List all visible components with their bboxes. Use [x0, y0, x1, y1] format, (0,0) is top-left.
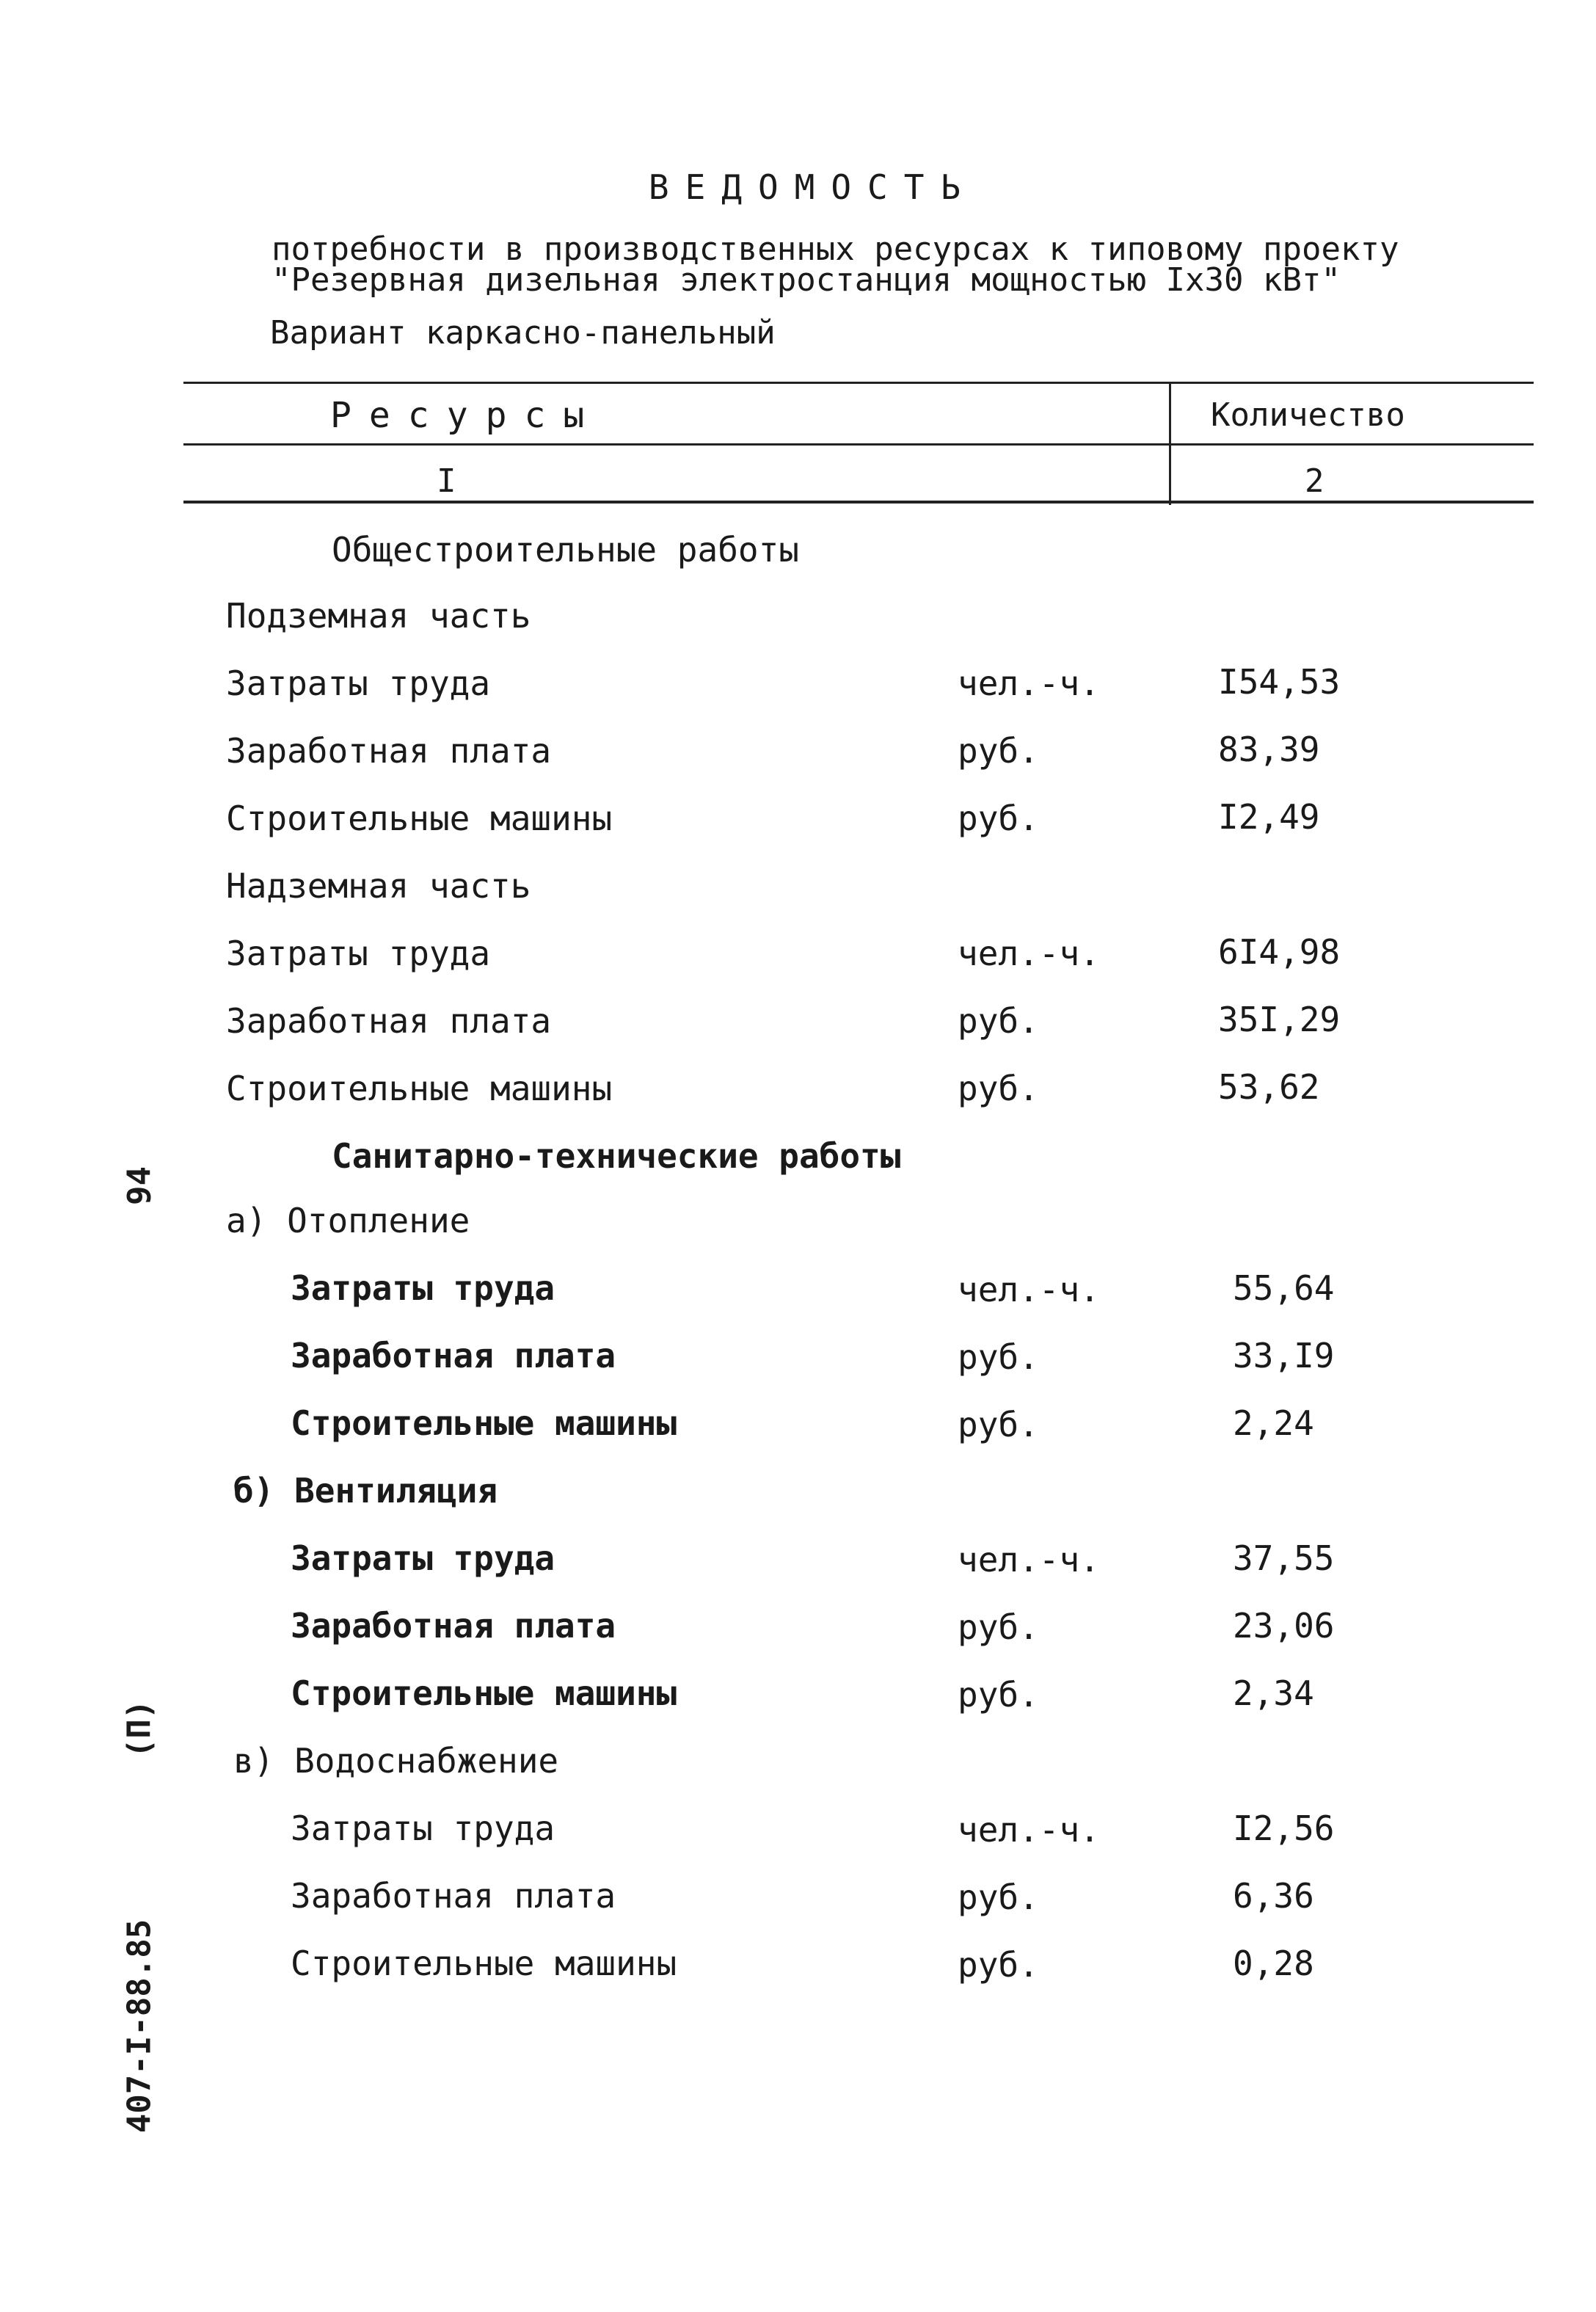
row-label: Строительные машины: [291, 1944, 677, 1983]
row-label: Затраты труда: [291, 1268, 555, 1308]
row-label: Затраты труда: [291, 1538, 555, 1578]
row-unit: руб.: [958, 1069, 1039, 1108]
row-value: 55,64: [1233, 1268, 1335, 1308]
row-value: 37,55: [1233, 1538, 1335, 1578]
row-label: Заработная плата: [291, 1336, 616, 1375]
row-unit: чел.-ч.: [958, 1270, 1100, 1309]
row-value: 2,24: [1233, 1403, 1314, 1443]
row-label: Заработная плата: [291, 1606, 616, 1646]
row-unit: руб.: [958, 799, 1039, 838]
row-label: Заработная плата: [226, 1001, 552, 1041]
row-unit: руб.: [958, 1675, 1039, 1715]
row-label: Строительные машины: [226, 1069, 613, 1108]
row-unit: чел.-ч.: [958, 934, 1100, 973]
column-header-quantity: Количество: [1211, 396, 1405, 434]
column-number-2: 2: [1305, 462, 1324, 500]
table-column-divider: [1169, 382, 1171, 505]
row-label: Затраты труда: [291, 1808, 555, 1848]
section-underground: Подземная часть: [226, 596, 531, 636]
row-unit: чел.-ч.: [958, 1540, 1100, 1579]
row-unit: руб.: [958, 1001, 1039, 1041]
row-label: Строительные машины: [226, 799, 613, 838]
document-title: ВЕДОМОСТЬ: [648, 167, 977, 207]
row-label: Строительные машины: [291, 1403, 677, 1443]
row-unit: руб.: [958, 731, 1039, 771]
row-value: 23,06: [1233, 1606, 1335, 1646]
section-sanitary-works: Санитарно-технические работы: [332, 1136, 901, 1176]
section-ventilation: б) Вентиляция: [233, 1471, 498, 1511]
row-value: 35I,29: [1218, 1000, 1341, 1039]
row-label: Заработная плата: [291, 1876, 616, 1916]
section-water-supply: в) Водоснабжение: [233, 1741, 559, 1781]
row-unit: руб.: [958, 1877, 1039, 1917]
section-heating: а) Отопление: [226, 1201, 470, 1240]
document-subtitle-line2: "Резервная дизельная электростанция мощностью Iх30 кВт": [272, 261, 1341, 299]
row-label: Затраты труда: [226, 934, 491, 973]
row-value: 53,62: [1218, 1067, 1320, 1107]
document-subtitle-line1: потребности в производственных ресурсах к типовому проекту: [272, 230, 1399, 268]
table-top-rule: [183, 382, 1534, 384]
section-general-works: Общестроительные работы: [332, 530, 799, 570]
row-unit: чел.-ч.: [958, 1810, 1100, 1850]
row-value: I2,49: [1218, 797, 1320, 837]
row-label: Строительные машины: [291, 1673, 677, 1713]
row-value: 0,28: [1233, 1944, 1314, 1983]
row-unit: руб.: [958, 1607, 1039, 1647]
row-unit: руб.: [958, 1405, 1039, 1444]
row-value: 33,I9: [1233, 1336, 1335, 1375]
section-aboveground: Надземная часть: [226, 866, 531, 906]
row-value: I2,56: [1233, 1808, 1335, 1848]
document-variant: Вариант каркасно-панельный: [270, 314, 776, 352]
row-label: Заработная плата: [226, 731, 552, 771]
table-header-rule: [183, 443, 1534, 446]
row-unit: чел.-ч.: [958, 664, 1100, 703]
column-header-resources: Ресурсы: [330, 395, 602, 436]
row-value: 83,39: [1218, 730, 1320, 769]
row-unit: руб.: [958, 1945, 1039, 1985]
margin-sheet-mark: (П): [120, 1699, 158, 1759]
row-value: 2,34: [1233, 1673, 1314, 1713]
margin-page-number: 94: [120, 1166, 158, 1205]
row-value: I54,53: [1218, 662, 1341, 702]
row-label: Затраты труда: [226, 664, 491, 703]
column-number-1: I: [437, 462, 456, 500]
row-value: 6I4,98: [1218, 932, 1341, 972]
table-numbers-rule: [183, 501, 1534, 504]
row-unit: руб.: [958, 1337, 1039, 1377]
row-value: 6,36: [1233, 1876, 1314, 1916]
margin-project-code: 407-I-88.85: [120, 1919, 158, 2134]
